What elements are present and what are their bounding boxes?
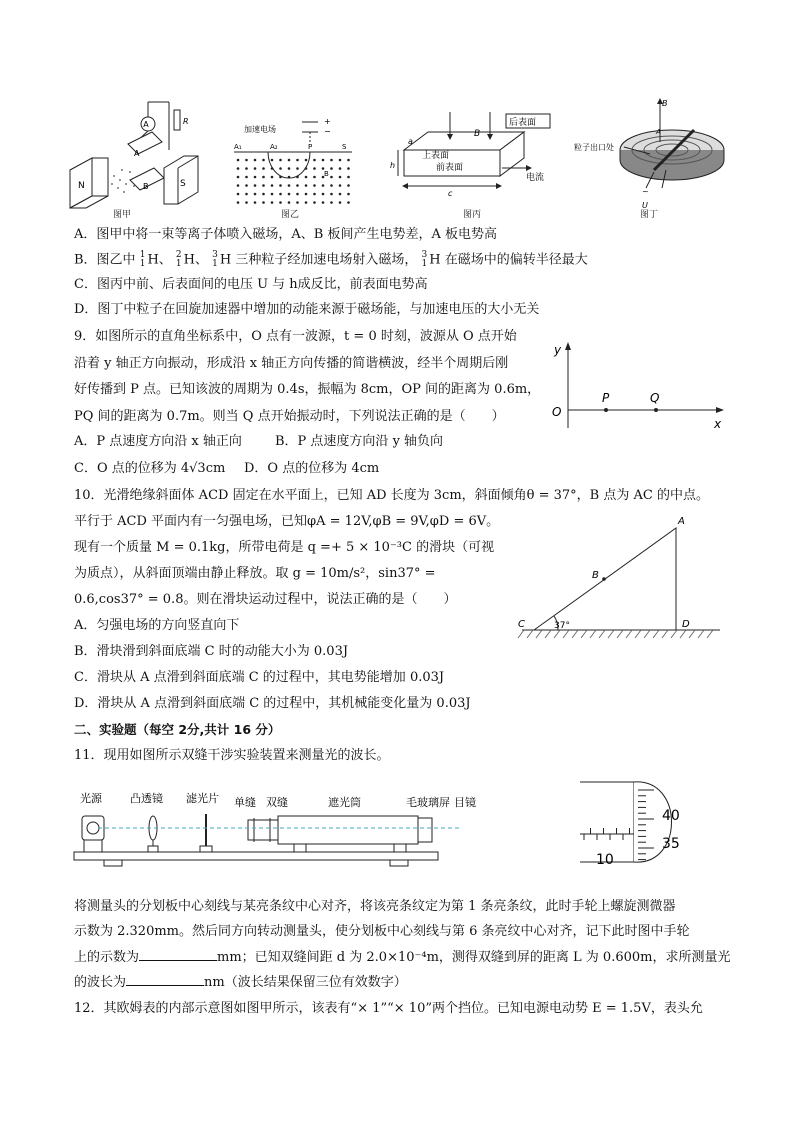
b-field-dot: [288, 159, 291, 162]
q10-line-4: 为质点），从斜面顶端由静止释放。取 g = 10m/s²，sin37° =: [74, 566, 436, 581]
b-field-dot: [339, 159, 342, 162]
b-field-dot: [305, 184, 308, 187]
b-field-dot: [347, 201, 350, 204]
c-dim-label: c: [448, 189, 453, 198]
b-field-dot: [254, 201, 257, 204]
plus-sign: +: [324, 117, 331, 126]
q10-line-5: 0.6,cos37° = 0.8。则在滑块运动过程中，说法正确的是（ ）: [74, 592, 457, 607]
b-field-dot: [271, 201, 274, 204]
ground-hatch: [554, 630, 560, 638]
ground-hatch: [518, 630, 524, 638]
b-field-dot: [322, 184, 325, 187]
q9-option-a: A．P 点速度方向沿 x 轴正向: [74, 434, 242, 449]
front-surface-label: 前表面: [436, 163, 464, 173]
b-field-dot: [254, 167, 257, 170]
q8-option-b: B．图乙中 1 1 H、 2 1 H、 3 1 H 三种粒子经加速电场射入磁场， 3 1 H 在磁场中的偏转半径最大: [74, 250, 588, 269]
single-slit-label: 单缝: [234, 796, 256, 809]
answer-blank-reading[interactable]: [139, 948, 217, 961]
convex-lens-label: 凸透镜: [130, 792, 163, 805]
b-field-dot: [347, 159, 350, 162]
b-field-dot: [254, 159, 257, 162]
ground-hatch: [626, 630, 632, 638]
b-field-dot: [339, 201, 342, 204]
ground-hatch: [707, 630, 713, 638]
incline-angle-label: 37°: [554, 621, 570, 631]
y-axis-label: y: [554, 343, 562, 357]
b-field-dot: [330, 201, 333, 204]
ground-hatch: [545, 630, 551, 638]
micrometer-35: 35: [662, 836, 680, 852]
b-field-dot: [245, 193, 248, 196]
b-field-dot: [262, 201, 265, 204]
a2-label: A₂: [270, 143, 278, 151]
b-field-dot: [271, 184, 274, 187]
b-field-dot: [279, 176, 282, 179]
b-field-dot: [279, 184, 282, 187]
ground-hatch: [653, 630, 659, 638]
b-field-dot: [296, 184, 299, 187]
incline-c-label: C: [518, 619, 525, 630]
b-field-dot: [245, 159, 248, 162]
q8-option-a: A．图甲中将一束等离子体喷入磁场，A、B 板间产生电势差，A 板电势高: [74, 227, 497, 242]
q9-line-3: 好传播到 P 点。已知该波的周期为 0.4s，振幅为 8cm，OP 间的距离为 0.6m，: [74, 382, 541, 397]
ac-source-icon: ~: [642, 187, 649, 196]
b-field-dot: [237, 159, 240, 162]
ammeter-label: A: [143, 120, 149, 129]
b-field-dot: [330, 159, 333, 162]
incline-b-label: B: [592, 570, 599, 581]
b-field-dot: [271, 193, 274, 196]
figure-jia-caption: 图甲: [113, 210, 132, 220]
b-field-dot: [322, 201, 325, 204]
b-field-dot: [313, 176, 316, 179]
magnet-s-label: S: [180, 179, 186, 189]
b-field-dot: [305, 167, 308, 170]
b-field-dot: [330, 176, 333, 179]
shading-tube-label: 遮光筒: [328, 796, 361, 809]
b-field-dot: [279, 193, 282, 196]
ground-hatch: [635, 630, 641, 638]
ground-hatch: [563, 630, 569, 638]
q9-line-1: 9．如图所示的直角坐标系中，O 点有一波源，t = 0 时刻，波源从 O 点开始: [74, 329, 517, 344]
b-field-dot: [347, 167, 350, 170]
figure-bing: [390, 108, 560, 208]
q9-option-c: C．O 点的位移为 4√3cm: [74, 461, 226, 476]
a-dim-label: a: [408, 137, 413, 146]
b-field-dot: [313, 159, 316, 162]
ground-hatch: [590, 630, 596, 638]
ground-hatch: [680, 630, 686, 638]
accel-field-label: 加速电场: [244, 125, 276, 134]
ground-hatch: [644, 630, 650, 638]
b-field-dot: [245, 201, 248, 204]
b-field-dot: [305, 201, 308, 204]
micrometer-10: 10: [596, 852, 614, 868]
b-field-dot: [313, 201, 316, 204]
q10-option-c: C．滑块从 A 点滑到斜面底端 C 的过程中，其电势能增加 0.03J: [74, 670, 445, 685]
origin-label: O: [552, 405, 562, 419]
cyclotron-a-label: A: [656, 128, 661, 136]
q11-para-4: 的波长为 nm（波长结果保留三位有效数字）: [74, 975, 407, 990]
current-label: 电流: [526, 173, 545, 183]
cyclotron-u-label: U: [642, 201, 648, 210]
q9-line-2: 沿着 y 轴正方向振动，形成沿 x 轴正方向传播的简谐横波，经半个周期后刚: [74, 356, 509, 371]
q10-line-2: 平行于 ACD 平面内有一匀强电场，已知φA = 12V,φB = 9V,φD = 6V。: [74, 514, 500, 529]
b-field-dot: [330, 167, 333, 170]
b-field-dot: [237, 184, 240, 187]
ground-hatch: [689, 630, 695, 638]
b-field-dot: [279, 159, 282, 162]
ground-hatch: [662, 630, 668, 638]
b-field-dot: [288, 184, 291, 187]
b-field-dot: [237, 193, 240, 196]
ground-hatch: [617, 630, 623, 638]
incline-figure: [494, 508, 726, 644]
b-field-dot: [296, 193, 299, 196]
ground-hatch: [527, 630, 533, 638]
b-field-dot: [305, 176, 308, 179]
b-field-dot: [339, 193, 342, 196]
b-field-dot: [262, 193, 265, 196]
b-field-dot: [254, 184, 257, 187]
b-field-dot: [245, 176, 248, 179]
b-field-dot: [339, 167, 342, 170]
ground-hatch: [572, 630, 578, 638]
section-2-title: 二、实验题（每空 2分,共计 16 分）: [74, 722, 281, 737]
q11-line-1: 11．现用如图所示双缝干涉实验装置来测量光的波长。: [74, 748, 390, 763]
plate-a-label: A: [134, 149, 140, 158]
b-field-dot: [262, 159, 265, 162]
light-source-label: 光源: [80, 792, 102, 805]
magnet-n-label: N: [78, 181, 85, 191]
b-field-dot: [288, 193, 291, 196]
b-field-dot: [330, 193, 333, 196]
b-field-dot: [237, 167, 240, 170]
b-field-label: B: [324, 170, 329, 178]
figure-ding-caption: 图丁: [640, 210, 659, 220]
b-field-dot: [245, 167, 248, 170]
b-field-dot: [296, 201, 299, 204]
b-field-dot: [339, 184, 342, 187]
p-label: P: [308, 143, 313, 151]
back-surface-label: 后表面: [509, 118, 537, 128]
figure-bing-caption: 图丙: [463, 210, 482, 220]
b-field-dot: [339, 176, 342, 179]
b-field-dot: [347, 184, 350, 187]
b-field-dot: [296, 159, 299, 162]
q10-line-3: 现有一个质量 M = 0.1kg，所带电荷是 q =+ 5 × 10⁻³C 的滑块（可视: [74, 540, 495, 555]
b-field-dot: [271, 176, 274, 179]
b-field-dot: [262, 167, 265, 170]
filter-label: 滤光片: [186, 792, 219, 805]
b-field-dot: [322, 193, 325, 196]
b-field-dot: [271, 167, 274, 170]
ground-hatch: [671, 630, 677, 638]
q11-para-3: 上的示数为 mm；已知双缝间距 d 为 2.0×10⁻⁴m，测得双缝到屏的距离 L 为 0.600m，求所测量光: [74, 950, 731, 965]
ground-hatch: [536, 630, 542, 638]
b-field-dot: [237, 176, 240, 179]
ground-hatch: [608, 630, 614, 638]
b-field-dot: [347, 193, 350, 196]
b-field-dot: [262, 184, 265, 187]
figure-jia: [64, 96, 204, 220]
top-surface-label: 上表面: [422, 151, 450, 161]
b-field-dot: [313, 193, 316, 196]
s-label: S: [342, 143, 347, 151]
incline-d-label: D: [682, 619, 690, 630]
q10-option-d: D．滑块从 A 点滑到斜面底端 C 的过程中，其机械能变化量为 0.03J: [74, 696, 471, 711]
b-field-dot: [305, 159, 308, 162]
b-field-dot: [262, 176, 265, 179]
b-field-dot: [254, 176, 257, 179]
q11-para-1: 将测量头的分划板中心刻线与某亮条纹中心对齐，将该亮条纹定为第 1 条亮条纹，此时手轮上螺旋测微器: [74, 899, 676, 914]
x-axis-label: x: [714, 417, 722, 431]
b-field-dot: [279, 201, 282, 204]
ground-hatch: [581, 630, 587, 638]
b-field-dot: [271, 159, 274, 162]
b-field-dot: [279, 167, 282, 170]
b-field-dot: [313, 184, 316, 187]
micrometer-figure: [574, 772, 724, 868]
q10-option-b: B．滑块滑到斜面底端 C 时的动能大小为 0.03J: [74, 644, 349, 659]
point-p-label: P: [602, 391, 610, 405]
q9-option-b: B．P 点速度方向沿 y 轴负向: [275, 434, 444, 449]
a1-label: A₁: [234, 143, 242, 151]
exit-label: 粒子出口处: [574, 143, 614, 152]
q9-line-4: PQ 间的距离为 0.7m。则当 Q 点开始振动时，下列说法正确的是（ ）: [74, 409, 505, 424]
eyepiece-label: 目镜: [454, 796, 476, 809]
q11-para-2: 示数为 2.320mm。然后同方向转动测量头，使分划板中心刻线与第 6 条亮纹中心对齐，记下此时图中手轮: [74, 924, 690, 939]
wave-axes-figure: [540, 338, 730, 434]
b-field-dot: [296, 176, 299, 179]
double-slit-apparatus: [70, 786, 490, 878]
resistor-label: R: [183, 117, 189, 126]
q10-line-1: 10．光滑绝缘斜面体 ACD 固定在水平面上，已知 AD 长度为 3cm，斜面倾角θ = 37°，B 点为 AC 的中点。: [74, 488, 709, 503]
figure-yi: [232, 114, 354, 212]
b-field-dot: [313, 167, 316, 170]
b-field-dot: [288, 201, 291, 204]
hall-b-label: B: [474, 129, 481, 139]
b-field-dot: [288, 176, 291, 179]
ground-hatch: [698, 630, 704, 638]
answer-blank-wavelength[interactable]: [126, 973, 204, 986]
b-field-dot: [305, 193, 308, 196]
cyclotron-b-label: B: [662, 99, 668, 108]
figure-yi-caption: 图乙: [281, 210, 300, 220]
b-field-dot: [330, 184, 333, 187]
q8-option-d: D．图丁中粒子在回旋加速器中增加的动能来源于磁场能，与加速电压的大小无关: [74, 302, 540, 317]
b-field-dot: [288, 167, 291, 170]
micrometer-40: 40: [662, 808, 680, 824]
q12-line-1: 12．其欧姆表的内部示意图如图甲所示，该表有“× 1”“× 10”两个挡位。已知电源电动势 E = 1.5V，表头允: [74, 1001, 703, 1016]
plate-b-label: B: [143, 182, 149, 191]
ground-hatch: [599, 630, 605, 638]
b-field-dot: [254, 193, 257, 196]
minus-sign: −: [324, 127, 331, 136]
q9-option-d: D．O 点的位移为 4cm: [244, 461, 380, 476]
b-field-dot: [347, 176, 350, 179]
b-field-dot: [245, 184, 248, 187]
double-slit-label: 双缝: [266, 796, 288, 809]
q10-option-a: A．匀强电场的方向竖直向下: [74, 618, 240, 633]
b-field-dot: [296, 167, 299, 170]
figure-ding: [574, 94, 734, 212]
h-dim-label: h: [390, 161, 396, 170]
b-field-dot: [237, 201, 240, 204]
incline-a-label: A: [678, 516, 685, 527]
b-field-dot: [322, 159, 325, 162]
point-q-label: Q: [650, 391, 660, 405]
ground-glass-label: 毛玻璃屏: [406, 796, 450, 809]
q8-option-c: C．图丙中前、后表面间的电压 U 与 h成反比，前表面电势高: [74, 277, 428, 292]
